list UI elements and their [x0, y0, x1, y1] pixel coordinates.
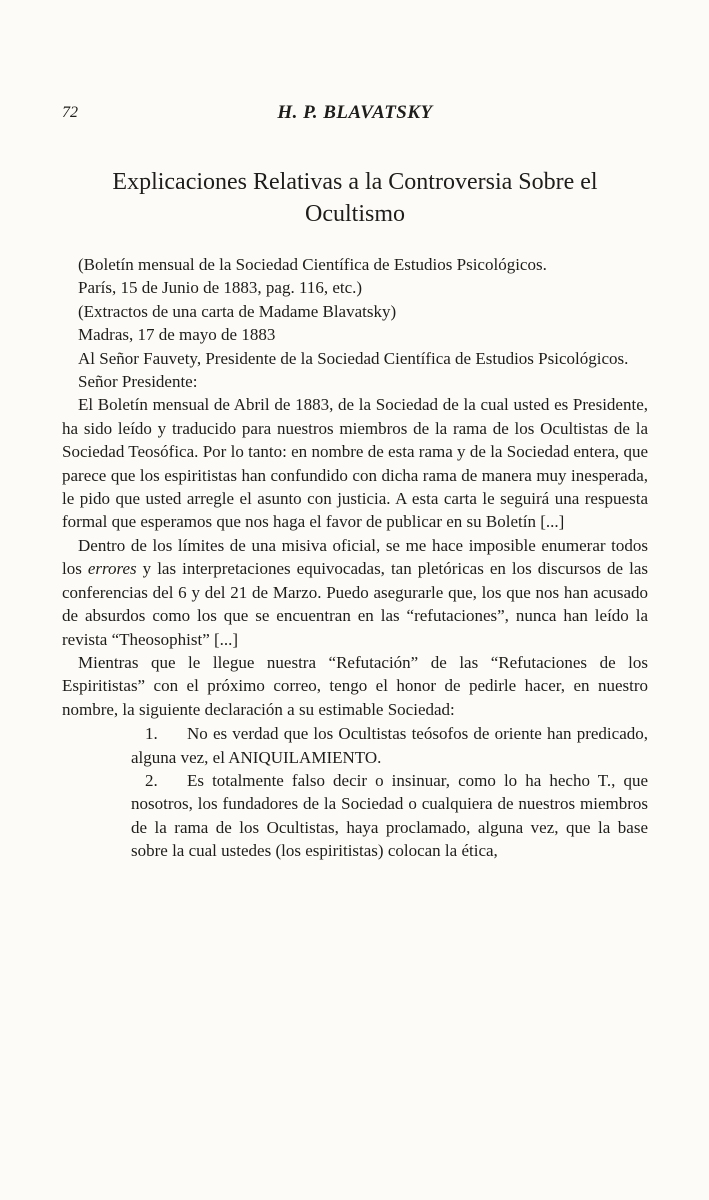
running-head: H. P. BLAVATSKY [277, 102, 433, 123]
page-header [62, 100, 648, 130]
list-item [131, 769, 648, 863]
paragraph: El Boletín mensual de Abril de 1883, de la Sociedad de la cual usted es Presidente, ha sido leído y traducido para nuestros miembros de la rama de los Ocultistas de la Sociedad Teosófica. Por lo tanto: en nombre de esta rama y de la Sociedad entera, que parece que los espiritistas han confundido con dicha rama de manera muy inesperada, le pido que usted arregle el asunto con justicia. A esta carta le seguirá una respuesta formal que esperamos que nos haga el favor de publicar en su Boletín [...] [62, 395, 648, 532]
paragraph: Señor Presidente: [78, 372, 198, 392]
numbered-list [131, 722, 648, 862]
paragraph-text: y las interpretaciones equivocadas, tan pletóricas en los discursos de las conferencias del 6 y del 21 de Marzo. Puedo asegurarle que, los que nos han acusado de absurdos como los que se encuentran en las “refutaciones”, nunca han leído la revista “Theosophist” [...] [62, 559, 648, 649]
paragraph-text: Dentro de los límites de una misiva oficial, se me hace imposible enumerar todos los [62, 535, 648, 579]
page-number: 72 [62, 104, 78, 121]
list-item-number: 1. [145, 724, 158, 744]
paragraph: (Extractos de una carta de Madame Blavatsky) [78, 301, 397, 321]
list-item-text: No es verdad que los Ocultistas teósofos de oriente han predicado, alguna vez, el ANIQUILAMIENTO. [131, 724, 648, 767]
paragraph: Al Señor Fauvety, Presidente de la Sociedad Científica de Estudios Psicológicos. [78, 348, 629, 368]
list-item [131, 722, 648, 769]
list-item-number: 2. [145, 770, 158, 790]
chapter-title: Explicaciones Relativas a la Controversia Sobre el Ocultismo [112, 169, 598, 227]
paragraph: París, 15 de Junio de 1883, pag. 116, etc.) [78, 278, 363, 298]
book-page [62, 100, 648, 863]
body-text [62, 253, 648, 721]
paragraph: Mientras que le llegue nuestra “Refutación” de las “Refutaciones de los Espiritistas” con el próximo correo, tengo el honor de pedirle hacer, en nuestro nombre, la siguiente declaración a su estimable Sociedad: [62, 652, 648, 719]
paragraph-errores [62, 534, 648, 651]
emphasis-text: errores [87, 559, 137, 579]
paragraph: (Boletín mensual de la Sociedad Científica de Estudios Psicológicos. [78, 255, 547, 274]
list-item-text: Es totalmente falso decir o insinuar, como lo ha hecho T., que nosotros, los fundadores de la Sociedad o cualquiera de nuestros miembros de la rama de los Ocultistas, haya proclamado, alguna vez, que la base sobre la cual ustedes (los espiritistas) colocan la ética, [131, 770, 648, 861]
paragraph: Madras, 17 de mayo de 1883 [78, 325, 276, 345]
